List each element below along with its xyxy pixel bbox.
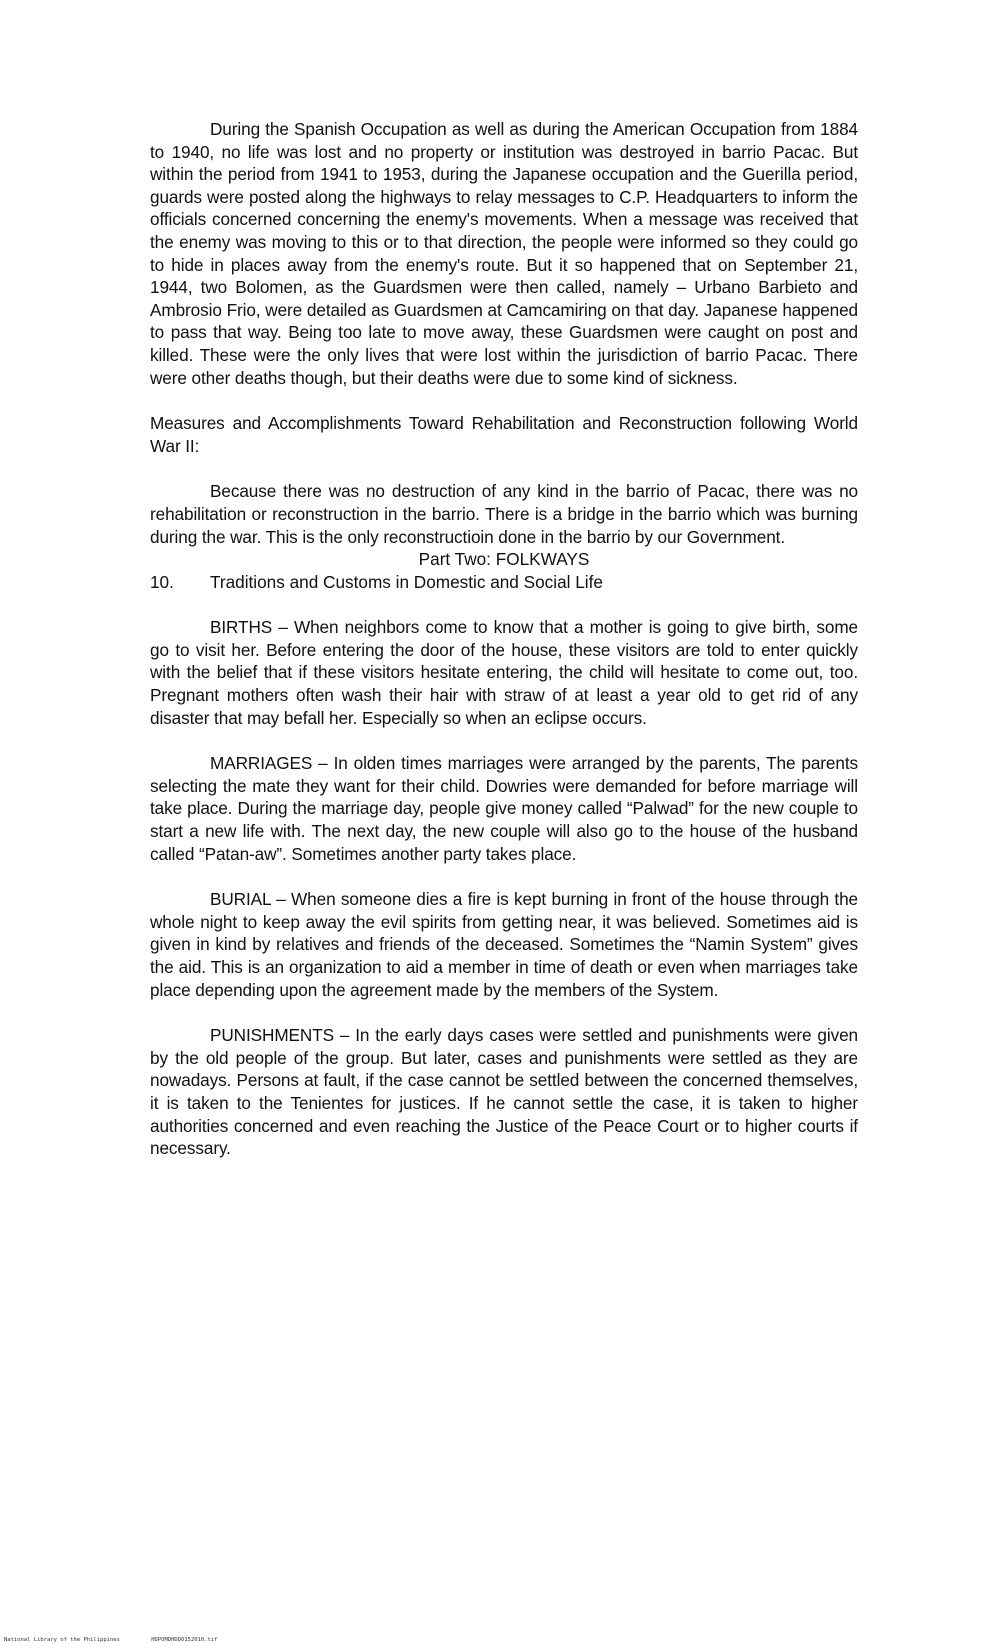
paragraph-marriages: MARRIAGES – In olden times marriages were arranged by the parents, The parents selecting the mate they want for their child. Dowries were demanded for before marriage will take place. During the marriage day, people give money called “Palwad” for the new couple to start a new life with. The next day, the new couple will also go to the house of the husband called “Patan-aw”. Sometimes another party takes place.: [150, 753, 858, 864]
document-page: [150, 118, 858, 1160]
section-title: Traditions and Customs in Domestic and Social Life: [210, 571, 603, 592]
scan-footer: [4, 1637, 217, 1644]
footer-code: HDPOMDHDD0152010.tif: [151, 1637, 218, 1643]
section-number: 10.: [150, 571, 174, 592]
part-title: Part Two: FOLKWAYS: [418, 549, 590, 570]
paragraph-punishments: PUNISHMENTS – In the early days cases were settled and punishments were given by the old people of the group. But later, cases and punishments were settled as they are nowadays. Persons at fault, if the case cannot be settled between the concerned themselves, it is taken to the Tenientes for justices. If he cannot settle the case, it is taken to higher authorities concerned and even reaching the Justice of the Peace Court or to higher courts if necessary.: [150, 1025, 858, 1159]
measures-heading: Measures and Accomplishments Toward Rehabilitation and Reconstruction following World War II:: [150, 413, 858, 456]
paragraph-rehabilitation: Because there was no destruction of any kind in the barrio of Pacac, there was no rehabilitation or reconstruction in the barrio. There is a bridge in the barrio which was burning during the war. This is the only reconstructioin done in the barrio by our Government.: [150, 481, 858, 547]
footer-library: National Library of the Philippines: [4, 1637, 120, 1643]
paragraph-births: BIRTHS – When neighbors come to know that a mother is going to give birth, some go to visit her. Before entering the door of the house, these visitors are told to enter quickly with the belief that if these visitors hesitate entering, the child will hesitate to come out, too. Pregnant mothers often wash their hair with straw of at least a year old to get rid of any disaster that may befall her. Especially so when an eclipse occurs.: [150, 617, 858, 728]
paragraph-occupation: During the Spanish Occupation as well as during the American Occupation from 1884 to 1940, no life was lost and no property or institution was destroyed in barrio Pacac. But within the period from 1941 to 1953, during the Japanese occupation and the Guerilla period, guards were posted along the highways to relay messages to C.P. Headquarters to inform the officials concerned concerning the enemy's movements. When a message was received that the enemy was moving to this or to that direction, the people were informed so they could go to hide in places away from the enemy's route. But it so happened that on September 21, 1944, two Bolomen, as the Guardsmen were then called, namely – Urbano Barbieto and Ambrosio Frio, were detailed as Guardsmen at Camcamiring on that day. Japanese happened to pass that way. Being too late to move away, these Guardsmen were caught on post and killed. These were the only lives that were lost within the jurisdiction of barrio Pacac. There were other deaths though, but their deaths were due to some kind of sickness.: [150, 119, 858, 388]
paragraph-burial: BURIAL – When someone dies a fire is kept burning in front of the house through the whole night to keep away the evil spirits from getting near, it was believed. Sometimes aid is given in kind by relatives and friends of the deceased. Sometimes the “Namin System” gives the aid. This is an organization to aid a member in time of death or even when marriages take place depending upon the agreement made by the members of the System.: [150, 889, 858, 1000]
section-heading: [150, 571, 858, 594]
